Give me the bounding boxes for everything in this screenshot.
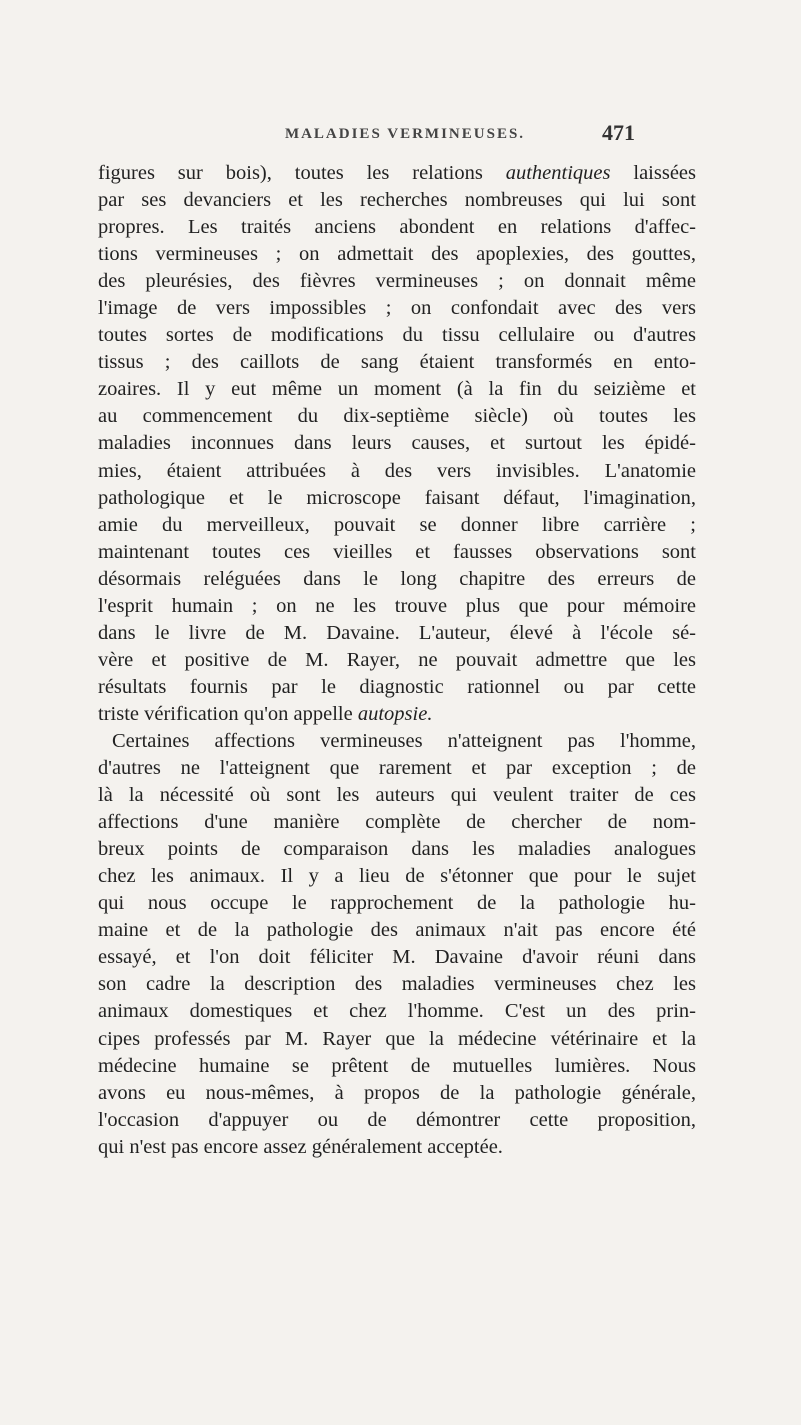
text-line: pathologique et le microscope faisant défaut, l'imagination, (98, 486, 696, 509)
text-line: qui nous occupe le rapprochement de la pathologie hu- (98, 892, 696, 915)
text-line: toutes sortes de modifications du tissu cellulaire ou d'autres (98, 324, 696, 347)
text-line: essayé, et l'on doit féliciter M. Davaine d'avoir réuni dans (98, 946, 696, 969)
text-line: chez les animaux. Il y a lieu de s'étonner que pour le sujet (98, 865, 696, 888)
text-line: maine et de la pathologie des animaux n'ait pas encore été (98, 919, 696, 942)
text-line: Certaines affections vermineuses n'atteignent pas l'homme, (112, 729, 696, 752)
text-line: mies, étaient attribuées à des vers invisibles. L'anatomie (98, 459, 696, 482)
text-line: vère et positive de M. Rayer, ne pouvait admettre que les (98, 648, 696, 671)
text-line: tissus ; des caillots de sang étaient transformés en ento- (98, 351, 696, 374)
page-number: 471 (602, 120, 635, 145)
text-line: son cadre la description des maladies vermineuses chez les (98, 973, 696, 996)
text-line: breux points de comparaison dans les maladies analogues (98, 838, 696, 861)
text-line: là la nécessité où sont les auteurs qui veulent traiter de ces (98, 784, 696, 807)
text-line: amie du merveilleux, pouvait se donner libre carrière ; (98, 513, 696, 536)
text-line: propres. Les traités anciens abondent en relations d'affec- (98, 216, 696, 239)
text-line: des pleurésies, des fièvres vermineuses ; on donnait même (98, 270, 696, 293)
text-line: tions vermineuses ; on admettait des apoplexies, des gouttes, (98, 243, 696, 266)
text-line: animaux domestiques et chez l'homme. C'est un des prin- (98, 1000, 696, 1023)
page-header (0, 120, 801, 156)
text-line: maladies inconnues dans leurs causes, et surtout les épidé- (98, 432, 696, 455)
text-line: l'esprit humain ; on ne les trouve plus que pour mémoire (98, 594, 696, 617)
text-line: l'image de vers impossibles ; on confondait avec des vers (98, 297, 696, 320)
running-head: MALADIES VERMINEUSES. (284, 126, 526, 142)
text-line: désormais reléguées dans le long chapitre des erreurs de (98, 567, 696, 590)
text-line: qui n'est pas encore assez généralement acceptée. (98, 1135, 503, 1158)
text-line: d'autres ne l'atteignent que rarement et par exception ; de (98, 757, 696, 780)
text-line: affections d'une manière complète de chercher de nom- (98, 811, 696, 834)
text-line: par ses devanciers et les recherches nombreuses qui lui sont (98, 189, 696, 212)
text-line: médecine humaine se prêtent de mutuelles lumières. Nous (98, 1054, 696, 1077)
text-line: résultats fournis par le diagnostic rationnel ou par cette (98, 675, 696, 698)
text-line: figures sur bois), toutes les relations authentiques laissées (98, 162, 697, 184)
text-line: avons eu nous-mêmes, à propos de la pathologie générale, (98, 1081, 696, 1104)
text-line: dans le livre de M. Davaine. L'auteur, élevé à l'école sé- (98, 621, 696, 644)
text-line: triste vérification qu'on appelle autopsie. (98, 702, 433, 725)
text-line: maintenant toutes ces vieilles et fausses observations sont (98, 540, 696, 563)
text-line: au commencement du dix-septième siècle) où toutes les (98, 405, 696, 428)
text-line: l'occasion d'appuyer ou de démontrer cette proposition, (98, 1108, 696, 1131)
body-text (98, 160, 696, 1161)
text-line: zoaires. Il y eut même un moment (à la fin du seizième et (98, 378, 696, 401)
text-line: cipes professés par M. Rayer que la médecine vétérinaire et la (98, 1027, 696, 1050)
